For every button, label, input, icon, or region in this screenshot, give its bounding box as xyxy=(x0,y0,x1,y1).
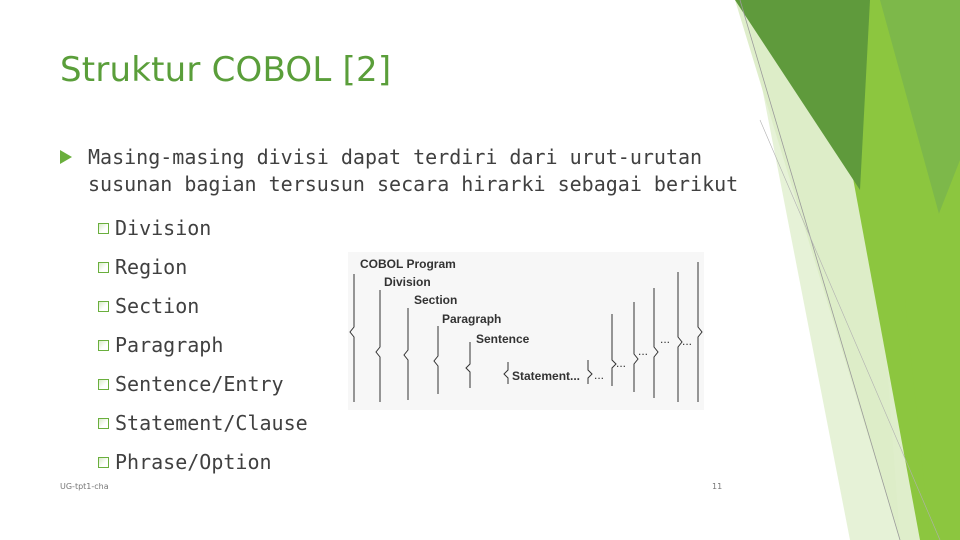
diagram-label-division: Division xyxy=(384,275,431,289)
list-item: Phrase/Option xyxy=(98,442,308,481)
diagram-label-statement: Statement... xyxy=(512,369,581,383)
checkbox-bullet-icon xyxy=(98,457,109,468)
diagram-label-program: COBOL Program xyxy=(360,257,456,271)
main-bullet xyxy=(60,144,740,198)
diagram-label-sentence: Sentence xyxy=(476,332,530,346)
list-item: Region xyxy=(98,247,308,286)
diagram-label-section: Section xyxy=(414,293,458,307)
diagram-ellipsis: ... xyxy=(682,334,693,348)
main-bullet-text: Masing-masing divisi dapat terdiri dari urut-urutan susunan bagian tersusun secara hirarki sebagai berikut xyxy=(88,145,739,196)
slide-title: Struktur COBOL [2] xyxy=(60,50,392,90)
slide-number: 11 xyxy=(712,482,723,491)
diagram-ellipsis: ... xyxy=(660,332,671,346)
diagram-ellipsis: ... xyxy=(594,368,605,382)
bullet-arrow-icon xyxy=(60,150,72,164)
checkbox-bullet-icon xyxy=(98,340,109,351)
list-item: Division xyxy=(98,208,308,247)
hierarchy-list xyxy=(98,208,308,481)
checkbox-bullet-icon xyxy=(98,379,109,390)
list-item: Sentence/Entry xyxy=(98,364,308,403)
checkbox-bullet-icon xyxy=(98,262,109,273)
footer-text: UG-tpt1-cha xyxy=(60,482,109,491)
checkbox-bullet-icon xyxy=(98,301,109,312)
list-item: Paragraph xyxy=(98,325,308,364)
list-item: Section xyxy=(98,286,308,325)
diagram-ellipsis: ... xyxy=(616,356,627,370)
checkbox-bullet-icon xyxy=(98,418,109,429)
cobol-hierarchy-diagram xyxy=(348,252,704,410)
list-item: Statement/Clause xyxy=(98,403,308,442)
diagram-ellipsis: ... xyxy=(638,344,649,358)
checkbox-bullet-icon xyxy=(98,223,109,234)
diagram-label-paragraph: Paragraph xyxy=(442,312,502,326)
